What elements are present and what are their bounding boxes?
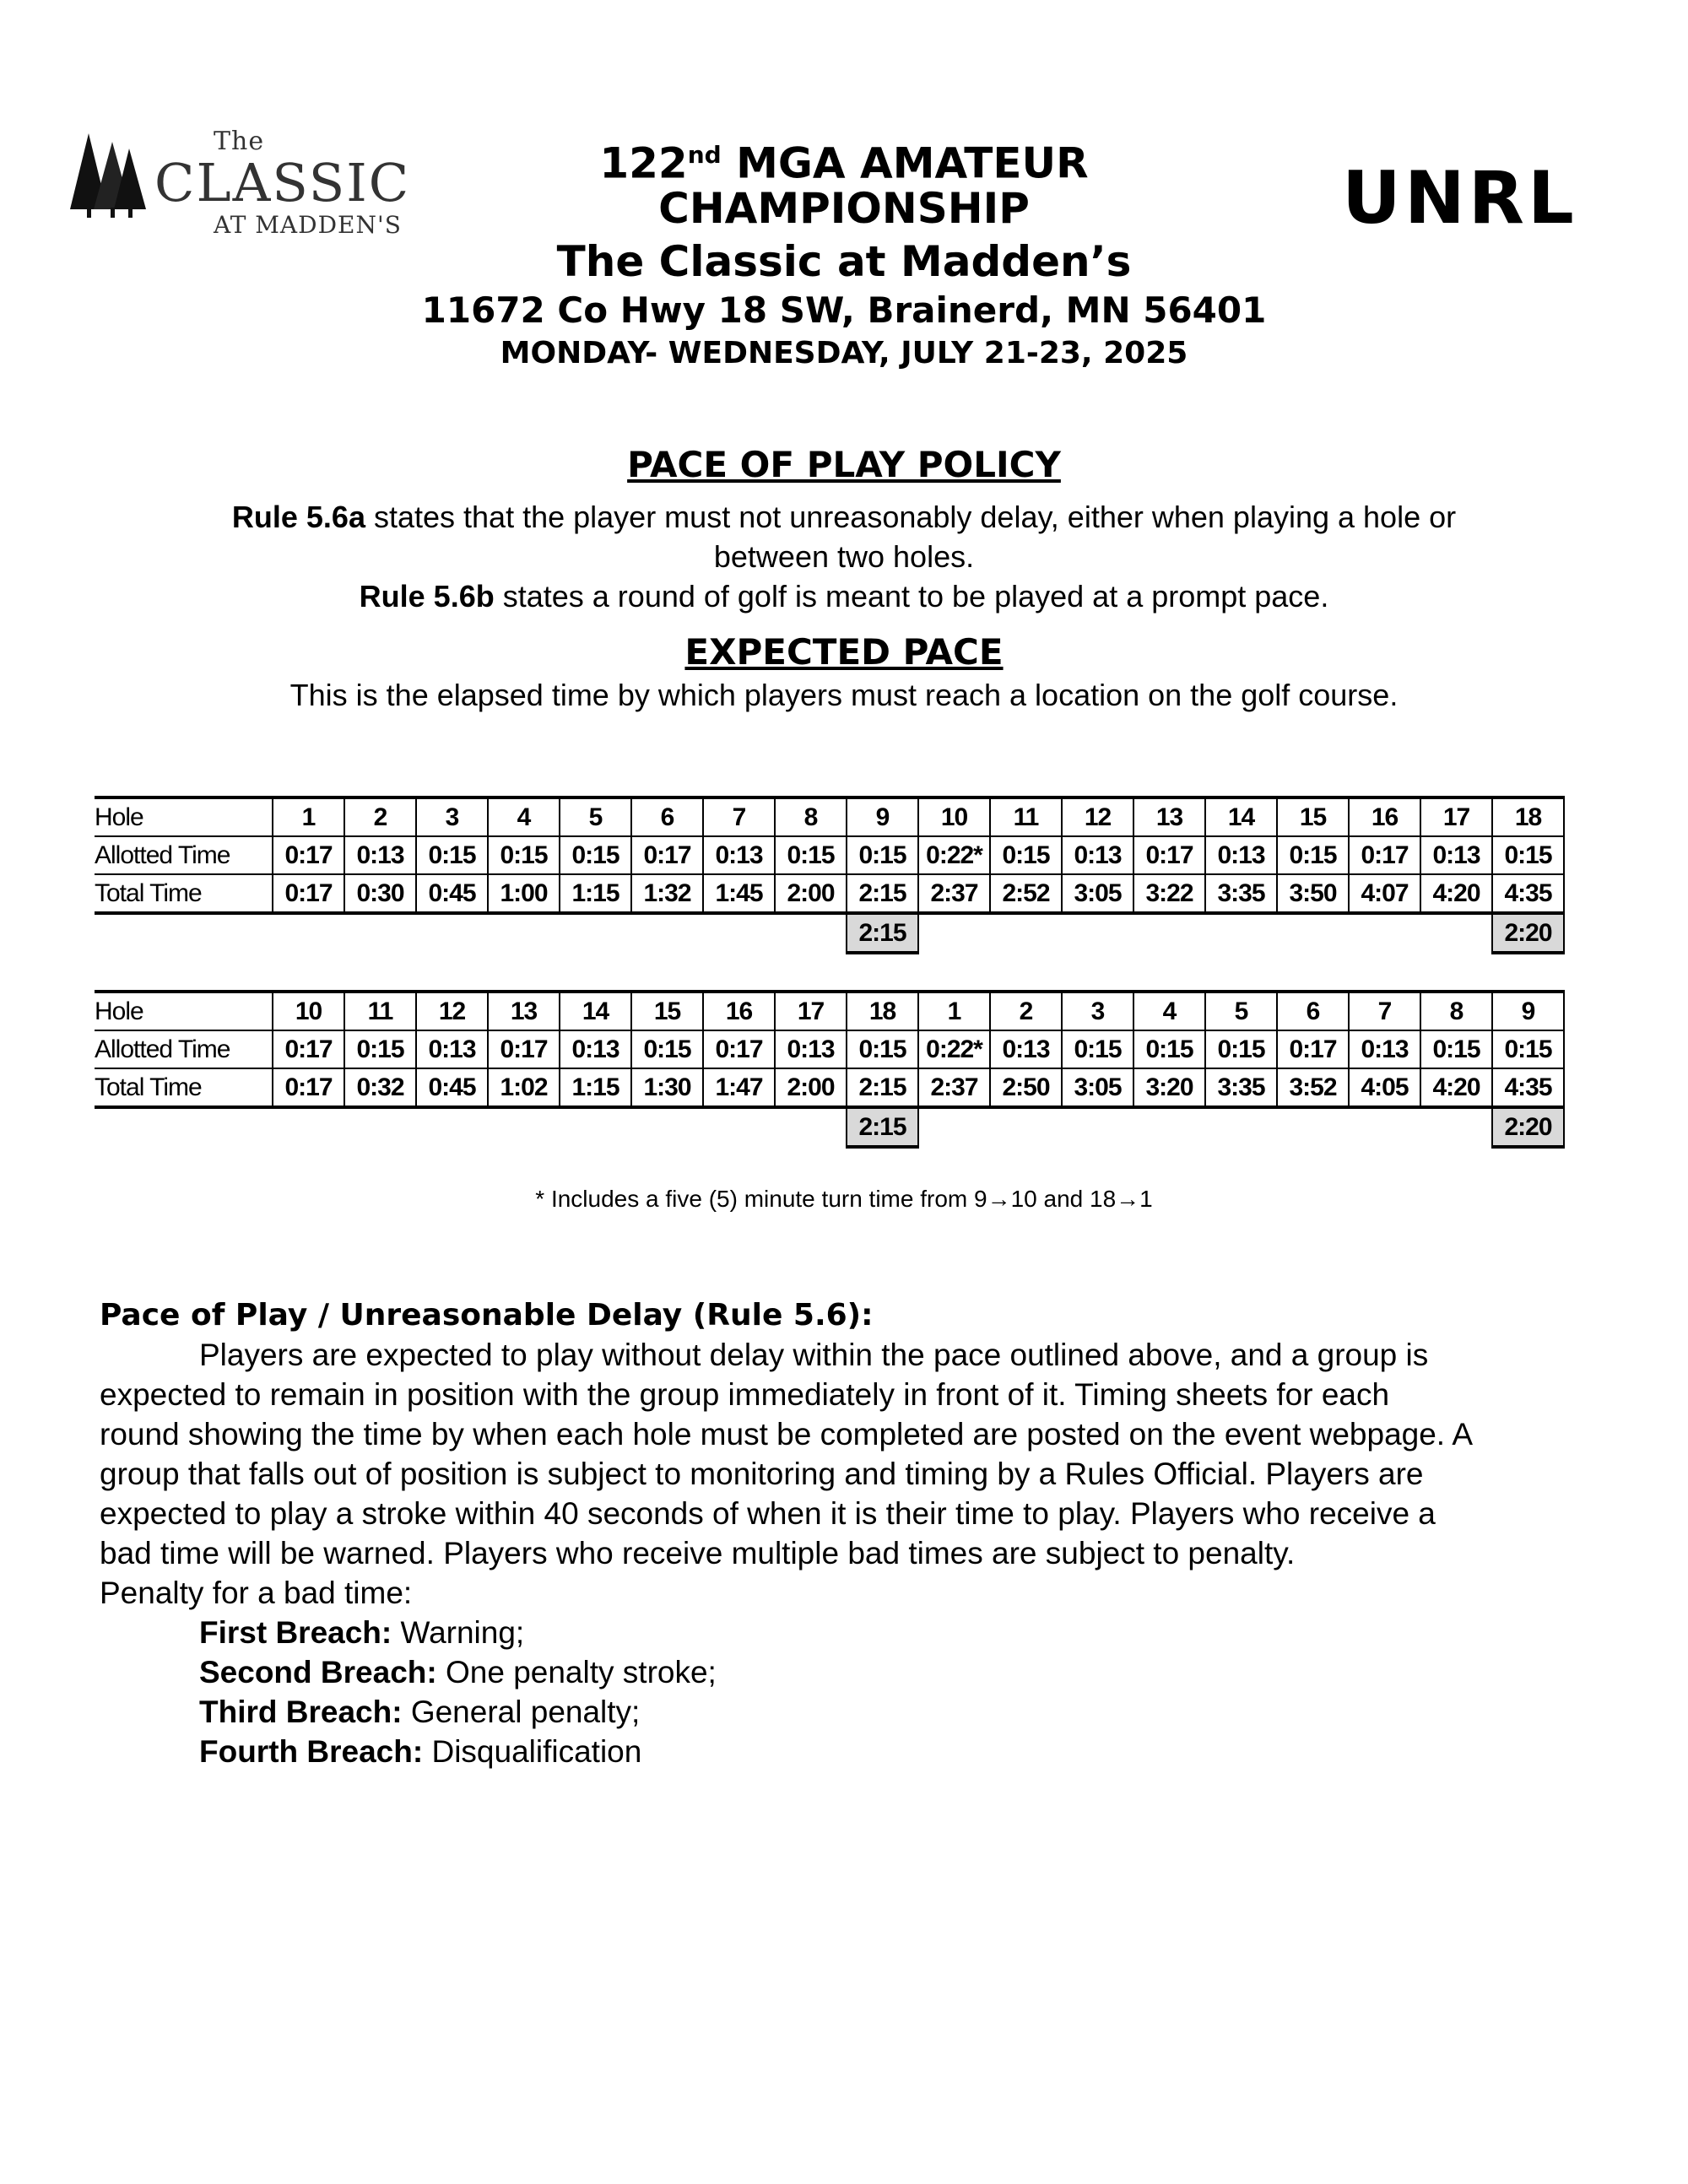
allotted-time-cell: 0:17: [1349, 836, 1420, 874]
hole-cell: 2: [344, 797, 416, 836]
allotted-time-cell: 0:13: [344, 836, 416, 874]
allotted-time-cell: 0:13: [560, 1030, 631, 1068]
total-time-cell: 4:35: [1492, 874, 1564, 913]
delay-line: group that falls out of position is subject to monitoring and timing by a Rules Official. Players are: [100, 1457, 1424, 1491]
total-time-cell: 3:20: [1133, 1068, 1205, 1107]
breach-first: [100, 1613, 1473, 1652]
empty-cell: [273, 913, 344, 953]
hole-cell: 14: [1205, 797, 1277, 836]
allotted-time-cell: 0:15: [1492, 836, 1564, 874]
hole-cell: 1: [918, 992, 990, 1030]
hole-cell: 11: [344, 992, 416, 1030]
total-time-cell: 0:17: [273, 874, 344, 913]
subtotal-row: [95, 1107, 1564, 1147]
allotted-time-cell: 0:22*: [918, 1030, 990, 1068]
policy-heading: PACE OF PLAY POLICY: [627, 444, 1061, 485]
allotted-time-cell: 0:13: [416, 1030, 488, 1068]
breach-label: First Breach:: [199, 1615, 392, 1650]
hole-cell: 18: [1492, 797, 1564, 836]
delay-line: expected to remain in position with the group immediately in front of it. Timing sheets for each: [100, 1377, 1390, 1412]
rule-a-text: states that the player must not unreasonably delay, either when playing a hole or: [365, 500, 1457, 534]
empty-cell: [1205, 913, 1277, 953]
allotted-time-cell: 0:15: [990, 836, 1062, 874]
row-label: Hole: [95, 797, 273, 836]
rule-5-6b: [0, 579, 1688, 614]
empty-cell: [1277, 1107, 1349, 1147]
total-time-cell: 4:20: [1420, 1068, 1492, 1107]
allotted-time-cell: 0:17: [273, 836, 344, 874]
row-label: Total Time: [95, 1068, 273, 1107]
empty-cell: [1062, 913, 1133, 953]
empty-cell: [775, 1107, 847, 1147]
total-time-cell: 3:05: [1062, 874, 1133, 913]
total-time-cell: 2:50: [990, 1068, 1062, 1107]
breach-third: [100, 1692, 1473, 1732]
hole-cell: 18: [847, 992, 918, 1030]
empty-cell: [703, 1107, 775, 1147]
unrl-logo: UNRL: [1342, 156, 1577, 241]
total-time-row: [95, 1068, 1564, 1107]
empty-cell: [416, 913, 488, 953]
empty-cell: [775, 913, 847, 953]
total-time-cell: 1:00: [488, 874, 560, 913]
total-time-cell: 3:05: [1062, 1068, 1133, 1107]
allotted-time-cell: 0:15: [1492, 1030, 1564, 1068]
hole-cell: 6: [631, 797, 703, 836]
total-time-cell: 2:15: [847, 874, 918, 913]
empty-cell: [273, 1107, 344, 1147]
allotted-time-cell: 0:17: [273, 1030, 344, 1068]
pace-table-back-start: [95, 990, 1565, 1149]
logo-classic: CLASSIC: [154, 152, 411, 214]
title-sup: nd: [687, 141, 722, 169]
allotted-time-cell: 0:17: [488, 1030, 560, 1068]
allotted-time-cell: 0:13: [990, 1030, 1062, 1068]
allotted-time-cell: 0:22*: [918, 836, 990, 874]
rule-b-label: Rule 5.6b: [359, 579, 495, 614]
rule-5-6a-cont: between two holes.: [713, 539, 975, 574]
allotted-time-cell: 0:15: [631, 1030, 703, 1068]
hole-cell: 8: [775, 797, 847, 836]
hole-cell: 9: [1492, 992, 1564, 1030]
allotted-time-cell: 0:15: [416, 836, 488, 874]
allotted-time-cell: 0:15: [1205, 1030, 1277, 1068]
empty-cell: [95, 913, 273, 953]
total-time-cell: 2:15: [847, 1068, 918, 1107]
row-label: Allotted Time: [95, 836, 273, 874]
allotted-time-cell: 0:15: [488, 836, 560, 874]
hole-row: [95, 797, 1564, 836]
logo-at-maddens: AT MADDEN'S: [214, 211, 402, 239]
title-number: 122: [599, 138, 688, 188]
allotted-time-cell: 0:17: [631, 836, 703, 874]
total-time-cell: 4:07: [1349, 874, 1420, 913]
allotted-time-cell: 0:13: [703, 836, 775, 874]
total-time-cell: 1:30: [631, 1068, 703, 1107]
allotted-time-cell: 0:17: [703, 1030, 775, 1068]
hole-cell: 17: [1420, 797, 1492, 836]
allotted-time-cell: 0:17: [1133, 836, 1205, 874]
allotted-time-cell: 0:15: [1133, 1030, 1205, 1068]
hole-cell: 10: [273, 992, 344, 1030]
empty-cell: [990, 913, 1062, 953]
hole-cell: 13: [1133, 797, 1205, 836]
hole-cell: 4: [1133, 992, 1205, 1030]
empty-cell: [1133, 1107, 1205, 1147]
empty-cell: [1349, 913, 1420, 953]
hole-cell: 8: [1420, 992, 1492, 1030]
allotted-time-cell: 0:13: [1062, 836, 1133, 874]
allotted-time-cell: 0:13: [1420, 836, 1492, 874]
allotted-time-cell: 0:15: [775, 836, 847, 874]
breach-value: Warning;: [392, 1615, 525, 1650]
empty-cell: [560, 913, 631, 953]
rule-b-text: states a round of golf is meant to be played at a prompt pace.: [494, 579, 1329, 614]
title-rest: MGA AMATEUR: [721, 138, 1089, 188]
hole-cell: 11: [990, 797, 1062, 836]
allotted-time-cell: 0:15: [1420, 1030, 1492, 1068]
event-title-line2: CHAMPIONSHIP: [658, 184, 1030, 233]
total-time-cell: 1:15: [560, 874, 631, 913]
subtotal-eighteen: 2:20: [1492, 1107, 1564, 1147]
empty-cell: [344, 913, 416, 953]
event-title: [0, 128, 1688, 191]
empty-cell: [1349, 1107, 1420, 1147]
allotted-time-cell: 0:15: [1062, 1030, 1133, 1068]
breach-value: Disqualification: [423, 1734, 642, 1769]
row-label: Allotted Time: [95, 1030, 273, 1068]
empty-cell: [631, 1107, 703, 1147]
breach-value: General penalty;: [402, 1695, 641, 1729]
empty-cell: [1133, 913, 1205, 953]
turn-time-footnote: * Includes a five (5) minute turn time from 9→10 and 18→1: [535, 1186, 1153, 1212]
pace-table-front-start: [95, 796, 1565, 954]
total-time-cell: 3:52: [1277, 1068, 1349, 1107]
empty-cell: [703, 913, 775, 953]
empty-cell: [488, 913, 560, 953]
empty-cell: [1205, 1107, 1277, 1147]
allotted-time-row: [95, 1030, 1564, 1068]
total-time-cell: 1:15: [560, 1068, 631, 1107]
total-time-cell: 0:17: [273, 1068, 344, 1107]
subtotal-nine: 2:15: [847, 1107, 918, 1147]
total-time-cell: 0:32: [344, 1068, 416, 1107]
allotted-time-cell: 0:13: [1205, 836, 1277, 874]
allotted-time-cell: 0:15: [1277, 836, 1349, 874]
empty-cell: [1420, 913, 1492, 953]
empty-cell: [918, 913, 990, 953]
empty-cell: [1277, 913, 1349, 953]
hole-row: [95, 992, 1564, 1030]
hole-cell: 14: [560, 992, 631, 1030]
total-time-cell: 1:02: [488, 1068, 560, 1107]
hole-cell: 4: [488, 797, 560, 836]
breach-label: Third Breach:: [199, 1695, 403, 1729]
hole-cell: 3: [1062, 992, 1133, 1030]
allotted-time-cell: 0:17: [1277, 1030, 1349, 1068]
delay-line: expected to play a stroke within 40 seconds of when it is their time to play. Players who receive a: [100, 1496, 1436, 1531]
subtotal-nine: 2:15: [847, 913, 918, 953]
hole-cell: 13: [488, 992, 560, 1030]
total-time-cell: 1:47: [703, 1068, 775, 1107]
subtotal-row: [95, 913, 1564, 953]
row-label: Hole: [95, 992, 273, 1030]
empty-cell: [344, 1107, 416, 1147]
row-label: Total Time: [95, 874, 273, 913]
expected-pace-text: This is the elapsed time by which players must reach a location on the golf course.: [289, 678, 1399, 712]
empty-cell: [1062, 1107, 1133, 1147]
empty-cell: [416, 1107, 488, 1147]
total-time-cell: 3:35: [1205, 874, 1277, 913]
delay-line: round showing the time by when each hole must be completed are posted on the event webpage. A: [100, 1417, 1474, 1451]
hole-cell: 9: [847, 797, 918, 836]
total-time-cell: 4:35: [1492, 1068, 1564, 1107]
total-time-cell: 0:45: [416, 874, 488, 913]
hole-cell: 2: [990, 992, 1062, 1030]
delay-section: [100, 1295, 1473, 1771]
delay-line: Players are expected to play without delay within the pace outlined above, and a group is: [199, 1338, 1429, 1372]
total-time-cell: 4:05: [1349, 1068, 1420, 1107]
total-time-row: [95, 874, 1564, 913]
total-time-cell: 3:22: [1133, 874, 1205, 913]
total-time-cell: 2:00: [775, 874, 847, 913]
hole-cell: 1: [273, 797, 344, 836]
allotted-time-cell: 0:15: [847, 1030, 918, 1068]
hole-cell: 5: [1205, 992, 1277, 1030]
subtotal-eighteen: 2:20: [1492, 913, 1564, 953]
hole-cell: 12: [1062, 797, 1133, 836]
total-time-cell: 2:00: [775, 1068, 847, 1107]
hole-cell: 7: [1349, 992, 1420, 1030]
total-time-cell: 3:35: [1205, 1068, 1277, 1107]
delay-line: bad time will be warned. Players who receive multiple bad times are subject to penalty.: [100, 1536, 1296, 1570]
expected-pace-heading: EXPECTED PACE: [684, 631, 1004, 673]
total-time-cell: 2:37: [918, 874, 990, 913]
hole-cell: 17: [775, 992, 847, 1030]
hole-cell: 6: [1277, 992, 1349, 1030]
allotted-time-cell: 0:13: [1349, 1030, 1420, 1068]
venue-name: The Classic at Madden’s: [556, 237, 1132, 286]
total-time-cell: 0:30: [344, 874, 416, 913]
total-time-cell: 1:45: [703, 874, 775, 913]
logo-the: The: [214, 127, 265, 156]
allotted-time-cell: 0:15: [560, 836, 631, 874]
venue-address: 11672 Co Hwy 18 SW, Brainerd, MN 56401: [421, 289, 1267, 331]
allotted-time-cell: 0:13: [775, 1030, 847, 1068]
rule-a-label: Rule 5.6a: [231, 500, 365, 534]
empty-cell: [1420, 1107, 1492, 1147]
hole-cell: 15: [631, 992, 703, 1030]
total-time-cell: 2:37: [918, 1068, 990, 1107]
allotted-time-cell: 0:15: [847, 836, 918, 874]
total-time-cell: 4:20: [1420, 874, 1492, 913]
hole-cell: 3: [416, 797, 488, 836]
rule-5-6a: [0, 500, 1688, 535]
hole-cell: 10: [918, 797, 990, 836]
empty-cell: [95, 1107, 273, 1147]
empty-cell: [631, 913, 703, 953]
allotted-time-row: [95, 836, 1564, 874]
breach-second: [100, 1652, 1473, 1692]
delay-heading: Pace of Play / Unreasonable Delay (Rule 5.6):: [100, 1298, 874, 1333]
event-dates: MONDAY- WEDNESDAY, JULY 21-23, 2025: [500, 336, 1188, 370]
empty-cell: [560, 1107, 631, 1147]
empty-cell: [990, 1107, 1062, 1147]
total-time-cell: 2:52: [990, 874, 1062, 913]
total-time-cell: 1:32: [631, 874, 703, 913]
empty-cell: [918, 1107, 990, 1147]
hole-cell: 16: [703, 992, 775, 1030]
hole-cell: 5: [560, 797, 631, 836]
breach-label: Fourth Breach:: [199, 1734, 424, 1769]
hole-cell: 12: [416, 992, 488, 1030]
breach-fourth: [100, 1732, 1473, 1771]
hole-cell: 15: [1277, 797, 1349, 836]
hole-cell: 7: [703, 797, 775, 836]
penalty-intro: Penalty for a bad time:: [100, 1576, 413, 1610]
breach-value: One penalty stroke;: [436, 1655, 717, 1689]
breach-label: Second Breach:: [199, 1655, 437, 1689]
total-time-cell: 0:45: [416, 1068, 488, 1107]
empty-cell: [488, 1107, 560, 1147]
hole-cell: 16: [1349, 797, 1420, 836]
total-time-cell: 3:50: [1277, 874, 1349, 913]
allotted-time-cell: 0:15: [344, 1030, 416, 1068]
